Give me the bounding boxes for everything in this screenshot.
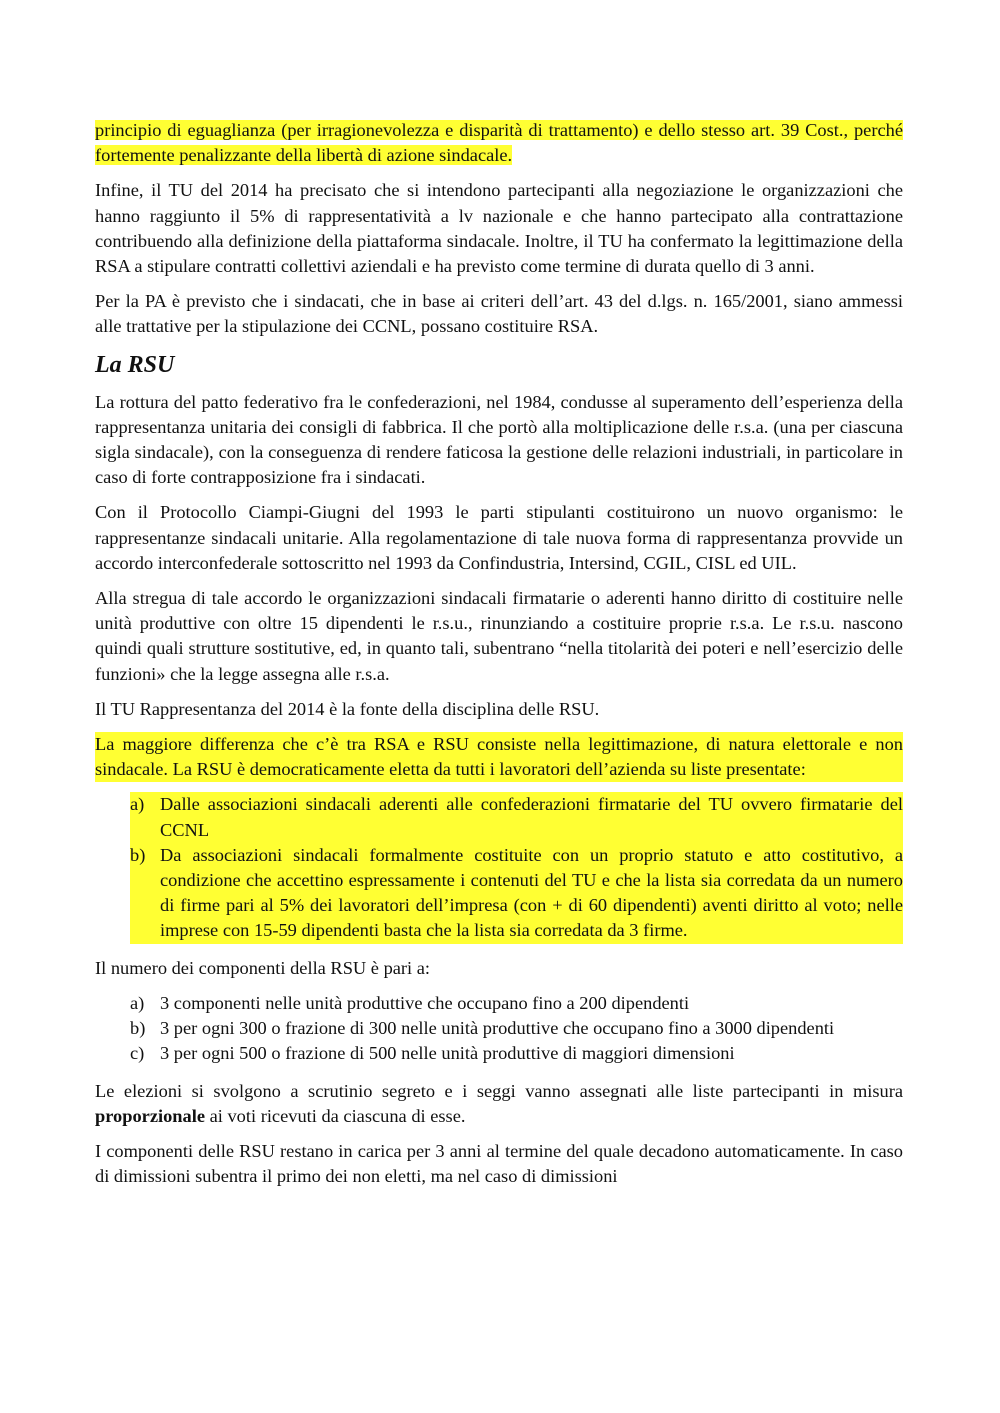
- list-item: [130, 843, 903, 944]
- section-heading: La RSU: [95, 351, 175, 378]
- bold-term: proporzionale: [95, 1105, 206, 1126]
- paragraph-4: La rottura del patto federativo fra le confederazioni, nel 1984, condusse al superamento dell’esperienza della rappresentanza unitaria dei consigli di fabbrica. Il che portò alla moltiplicazione delle r.s.a. (una per ciascuna sigla sindacale), con la conseguenza di rendere faticosa la gestione delle relazioni industriali, in particolare in caso di forte contrapposizione fra i sindacati.: [95, 391, 903, 488]
- paragraph-3: Per la PA è previsto che i sindacati, che in base ai criteri dell’art. 43 del d.lgs. n. 165/2001, siano ammessi alle trattative per la stipulazione dei CCNL, possano costituire RSA.: [95, 291, 903, 337]
- paragraph-6: Alla stregua di tale accordo le organizzazioni sindacali firmatarie o aderenti hanno diritto di costituire nelle unità produttive con oltre 15 dipendenti le r.s.u., rinunziando a costituire proprie r.s.a. Le r.s.u. nascono quindi quali strutture sostitutive, ed, in quanto tali, subentrano “nella titolarità dei poteri e nell’esercizio delle funzioni» che la legge assegna alle r.s.a.: [95, 588, 903, 684]
- list-item-text: 3 per ogni 500 o frazione di 500 nelle unità produttive di maggiori dimensioni: [160, 1043, 735, 1064]
- list-marker: a): [130, 992, 145, 1013]
- paragraph-2: Infine, il TU del 2014 ha precisato che si intendono partecipanti alla negoziazione le organizzazioni che hanno raggiunto il 5% di rappresentatività a lv nazionale e che hanno partecipato alla contrattazione contribuendo alla definizione della piattaforma sindacale. Inoltre, il TU ha confermato la legittimazione della RSA a stipulare contratti collettivi aziendali e ha previsto come termine di durata quello di 3 anni.: [95, 180, 903, 277]
- list-marker: b): [130, 844, 146, 865]
- paragraph-5: Con il Protocollo Ciampi-Giugni del 1993 le parti stipulanti costituirono un nuovo organismo: le rappresentanze sindacali unitarie. Alla regolamentazione di tale nuova forma di rappresentanza provvide un accordo interconfederale sottoscritto nel 1993 da Confindustria, Intersind, CGIL, CISL ed UIL.: [95, 502, 903, 573]
- list-item-text: 3 per ogni 300 o frazione di 300 nelle unità produttive che occupano fino a 3000 dipendenti: [160, 1018, 835, 1039]
- list-item: [95, 991, 903, 1016]
- list-item-text: Da associazioni sindacali formalmente costituite con un proprio statuto e atto costitutivo, a condizione che accettino espressamente i contenuti del TU e che la lista sia corredata da un numero di firme pari al 5% dei lavoratori dell’impresa (con + di 60 dipendenti) aventi diritto al voto; nelle imprese con 15-59 dipendenti basta che la lista sia corredata da 3 firme.: [160, 844, 903, 941]
- list-marker: b): [130, 1018, 146, 1039]
- document-body: [95, 118, 903, 1199]
- paragraph-8-highlighted: La maggiore differenza che c’è tra RSA e RSU consiste nella legittimazione, di natura elettorale e non sindacale. La RSU è democraticamente eletta da tutti i lavoratori dell’azienda su liste presentate:: [95, 732, 903, 782]
- list-marker: a): [130, 794, 145, 815]
- paragraph-11: I componenti delle RSU restano in carica per 3 anni al termine del quale decadono automaticamente. In caso di dimissioni subentra il primo dei non eletti, ma nel caso di dimissioni: [95, 1140, 903, 1187]
- list-item: [95, 1016, 903, 1041]
- highlighted-text: principio di eguaglianza (per irragionevolezza e disparità di trattamento) e dello stesso art. 39 Cost., perché fortemente penalizzante della libertà di azione sindacale.: [95, 120, 903, 166]
- paragraph-10-text-b: ai voti ricevuti da ciascuna di esse.: [205, 1105, 466, 1126]
- paragraph-10-text-a: Le elezioni si svolgono a scrutinio segreto e i seggi vanno assegnati alle liste partecipanti in misura: [95, 1080, 903, 1101]
- list-item-text: 3 componenti nelle unità produttive che occupano fino a 200 dipendenti: [160, 992, 690, 1013]
- paragraph-1: [95, 118, 903, 168]
- paragraph-10: [95, 1079, 903, 1129]
- list-marker: c): [130, 1043, 145, 1064]
- list-submitters: [95, 792, 903, 943]
- paragraph-9: Il numero dei componenti della RSU è pari a:: [95, 957, 431, 978]
- list-item: [95, 1041, 903, 1066]
- list-components: [95, 991, 903, 1067]
- list-item: [130, 792, 903, 842]
- paragraph-7: Il TU Rappresentanza del 2014 è la fonte della disciplina delle RSU.: [95, 698, 600, 719]
- list-item-text: Dalle associazioni sindacali aderenti alle confederazioni firmatarie del TU ovvero firmatarie del CCNL: [160, 794, 903, 840]
